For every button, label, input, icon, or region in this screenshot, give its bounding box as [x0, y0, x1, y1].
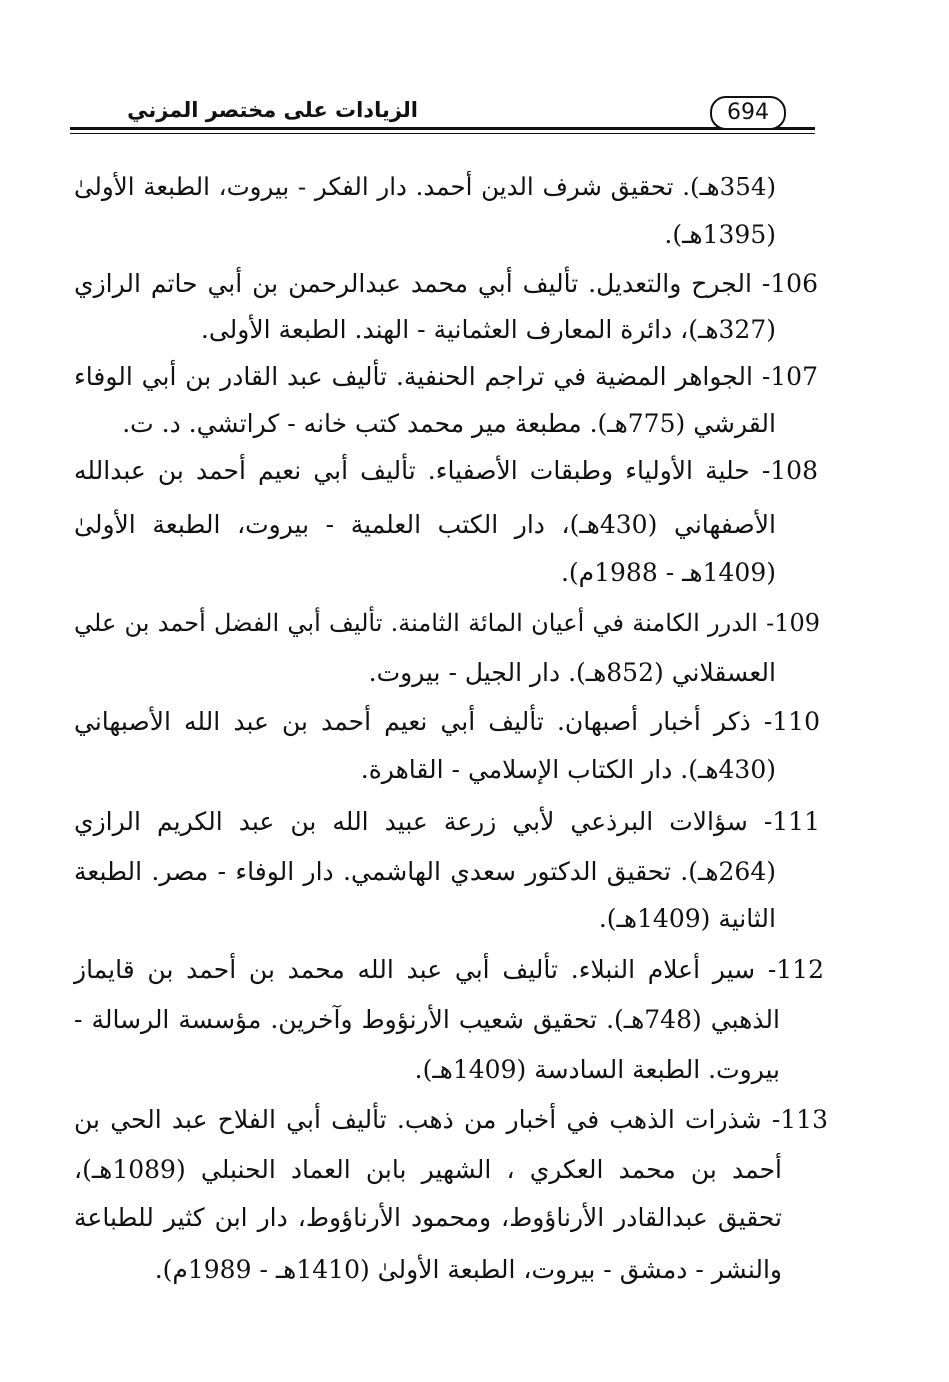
text-line: 107- الجواهر المضية في تراجم الحنفية. تأليف عبد القادر بن أبي الوفاء [74, 362, 818, 391]
text-line: الذهبي (748هـ). تحقيق شعيب الأرنؤوط وآخرين. مؤسسة الرسالة - [74, 1005, 780, 1034]
running-title: الزيادات على مختصر المزني [127, 98, 418, 122]
text-line: (1409هـ - 1988م). [560, 558, 776, 587]
text-line: (327هـ)، دائرة المعارف العثمانية - الهند. الطبعة الأولى. [200, 315, 776, 344]
header-rule [70, 127, 815, 130]
page-number: 694 [710, 96, 786, 130]
text-line: (354هـ). تحقيق شرف الدين أحمد. دار الفكر - بيروت، الطبعة الأولىٰ [74, 172, 776, 201]
text-line: والنشر - دمشق - بيروت، الطبعة الأولىٰ (1410هـ - 1989م). [154, 1255, 782, 1284]
text-line: 112- سير أعلام النبلاء. تأليف أبي عبد الله محمد بن أحمد بن قايماز [74, 955, 824, 984]
header-rule-thin [70, 133, 815, 134]
text-line: تحقيق عبدالقادر الأرناؤوط، ومحمود الأرناؤوط، دار ابن كثير للطباعة [74, 1203, 782, 1232]
text-line: الأصفهاني (430هـ)، دار الكتب العلمية - بيروت، الطبعة الأولىٰ [74, 510, 776, 539]
text-line: (264هـ). تحقيق الدكتور سعدي الهاشمي. دار الوفاء - مصر. الطبعة [74, 857, 776, 886]
text-line: بيروت. الطبعة السادسة (1409هـ). [414, 1055, 780, 1084]
text-line: العسقلاني (852هـ). دار الجيل - بيروت. [368, 658, 776, 687]
text-line: الثانية (1409هـ). [598, 904, 776, 933]
page-header [70, 92, 815, 140]
text-line: 106- الجرح والتعديل. تأليف أبي محمد عبدالرحمن بن أبي حاتم الرازي [74, 269, 818, 298]
text-line: (1395هـ). [664, 220, 776, 249]
text-line: أحمد بن محمد العكري ، الشهير بابن العماد الحنبلي (1089هـ)، [74, 1155, 782, 1184]
text-line: 108- حلية الأولياء وطبقات الأصفياء. تأليف أبي نعيم أحمد بن عبدالله [74, 456, 818, 485]
text-line: 109- الدرر الكامنة في أعيان المائة الثامنة. تأليف أبي الفضل أحمد بن علي [74, 609, 820, 637]
text-line: 113- شذرات الذهب في أخبار من ذهب. تأليف أبي الفلاح عبد الحي بن [74, 1105, 828, 1134]
text-line: 110- ذكر أخبار أصبهان. تأليف أبي نعيم أحمد بن عبد الله الأصبهاني [74, 707, 820, 736]
text-line: (430هـ). دار الكتاب الإسلامي - القاهرة. [360, 755, 776, 784]
text-line: القرشي (775هـ). مطبعة مير محمد كتب خانه - كراتشي. د. ت. [122, 409, 776, 438]
text-line: 111- سؤالات البرذعي لأبي زرعة عبيد الله بن عبد الكريم الرازي [74, 807, 820, 836]
